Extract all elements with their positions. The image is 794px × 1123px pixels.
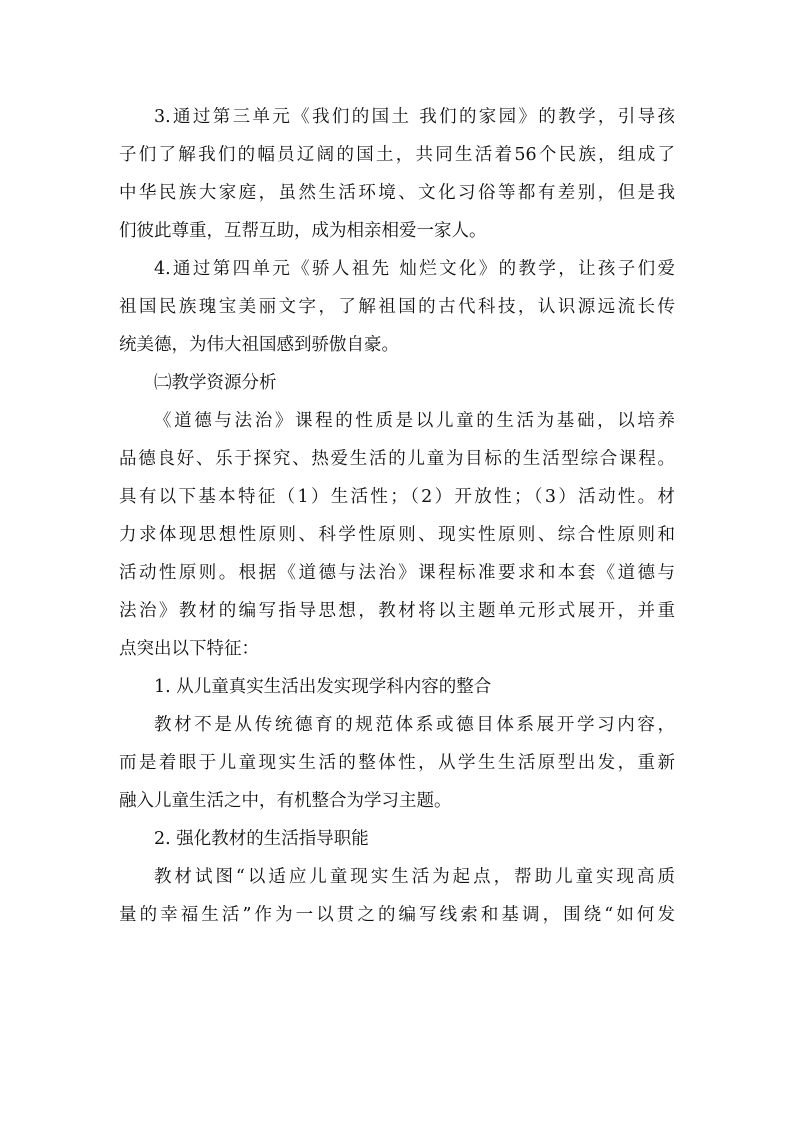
- paragraph-course-nature: [119, 402, 675, 668]
- text-line: 子们了解我们的幅员辽阔的国土，共同生活着56个民族，组成了: [119, 145, 675, 165]
- text-line: 量的幸福生活”作为一以贯之的编写线索和基调，围绕“如何发: [119, 905, 675, 925]
- text-line: 具有以下基本特征（1）生活性；（2）开放性；（3）活动性。材: [119, 487, 675, 507]
- text-line: 点突出以下特征：: [119, 639, 259, 659]
- text-line: 祖国民族瑰宝美丽文字，了解祖国的古代科技，认识源远流长传: [119, 297, 675, 317]
- paragraph-life-guidance: [119, 858, 675, 934]
- text-line: 中华民族大家庭，虽然生活环境、文化习俗等都有差别，但是我: [119, 183, 675, 203]
- text-line: 教材试图“以适应儿童现实生活为起点，帮助儿童实现高质: [154, 867, 675, 887]
- text-line: 们彼此尊重，互帮互助，成为相亲相爱一家人。: [119, 221, 487, 241]
- text-line: 而是着眼于儿童现实生活的整体性，从学生生活原型出发，重新: [119, 753, 675, 773]
- text-line: 力求体现思想性原则、科学性原则、现实性原则、综合性原则和: [119, 525, 675, 545]
- text-line: 统美德，为伟大祖国感到骄傲自豪。: [119, 335, 399, 355]
- text-line: 活动性原则。根据《道德与法治》课程标准要求和本套《道德与: [119, 563, 675, 583]
- text-line: 《道德与法治》课程的性质是以儿童的生活为基础，以培养: [154, 411, 675, 431]
- subheading-2: 2. 强化教材的生活指导职能: [154, 829, 369, 849]
- text-line: 法治》教材的编写指导思想，教材将以主题单元形式展开，并重: [119, 601, 675, 621]
- text-line: 4.通过第四单元《骄人祖先 灿烂文化》的教学，让孩子们爱: [154, 259, 675, 279]
- text-line: 品德良好、乐于探究、热爱生活的儿童为目标的生活型综合课程。: [119, 449, 675, 469]
- text-line: 3.通过第三单元《我们的国土 我们的家园》的教学，引导孩: [154, 107, 675, 127]
- text-line: 融入儿童生活之中，有机整合为学习主题。: [119, 791, 452, 811]
- text-line: 教材不是从传统德育的规范体系或德目体系展开学习内容，: [154, 715, 675, 735]
- section-heading-resources: ㈡教学资源分析: [154, 373, 277, 393]
- paragraph-unit-4: [119, 250, 675, 364]
- paragraph-integration: [119, 706, 675, 820]
- document-body: [119, 98, 675, 934]
- paragraph-unit-3: [119, 98, 675, 250]
- subheading-1: 1. 从儿童真实生活出发实现学科内容的整合: [154, 677, 492, 697]
